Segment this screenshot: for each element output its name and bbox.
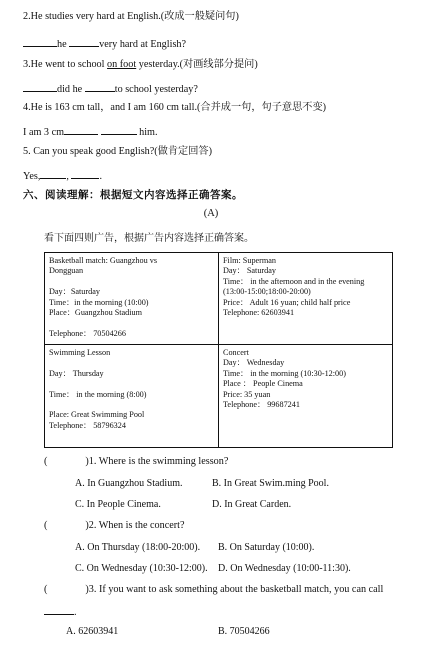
answer-blank[interactable]: [64, 124, 98, 135]
answer-text: him.: [139, 127, 158, 138]
option[interactable]: A. 62603941: [66, 626, 119, 637]
prompt-text: yesterday.(对画线部分提问): [136, 59, 258, 70]
answer-text: Yes,: [23, 171, 41, 182]
option[interactable]: B. On Saturday (10:00).: [218, 542, 315, 553]
question-2: ( )2. When is the concert?: [44, 520, 185, 531]
option[interactable]: A. On Thursday (18:00-20:00).: [75, 542, 201, 553]
exercise-3-prompt: [23, 58, 258, 72]
ad-concert: [219, 345, 393, 448]
answer-text: he: [57, 39, 67, 50]
exercise-2-prompt: 2.He studies very hard at English.(改成一般疑问句): [23, 11, 239, 22]
answer-text: I am 3 cm: [23, 127, 65, 138]
ads-table: [44, 252, 393, 448]
option[interactable]: B. 70504266: [218, 626, 270, 637]
option[interactable]: A. In Guangzhou Stadium.: [75, 478, 183, 489]
underlined-phrase: on foot: [107, 59, 137, 70]
ad-film-text: Film: Superman Day： Saturday Time： in the afternoon and in the evening (13:00-15:00;18:00-20:00) Price： Adult 16 yuan; child half price Telephone: 62603941: [223, 256, 365, 318]
section-title: 六、阅读理解：根据短文内容选择正确答案。: [23, 189, 243, 201]
ad-swimming-text: Swimming Lesson Day： Thursday Time： in the morning (8:00) Place: Great Swimming Pool Telephone： 58796324: [49, 348, 147, 430]
option[interactable]: C. On Wednesday (10:30-12:00).: [75, 563, 208, 574]
option[interactable]: C. In People Cinema.: [75, 499, 161, 510]
option[interactable]: D. On Wednesday (10:00-11:30).: [218, 563, 351, 574]
passage-label: (A): [203, 208, 219, 219]
answer-text: did he: [57, 84, 83, 95]
ad-basketball-text: Basketball match: Guangzhou vs Dongguan Day：Saturday Time：in the morning (10:00) Place：Guangzhou Stadium Telephone： 70504266: [49, 256, 158, 338]
ad-basketball: [45, 253, 219, 345]
answer-text: .: [99, 171, 103, 182]
question-1: ( )1. Where is the swimming lesson?: [44, 456, 229, 467]
ad-film: [219, 253, 393, 345]
answer-blank[interactable]: [101, 124, 137, 135]
exercise-2-answer: [23, 36, 186, 52]
question-stem: )2. When is the concert?: [85, 520, 185, 531]
question-3: ( )3. If you want to ask something about the basketball match, you can call: [44, 584, 384, 595]
continuation-text: .: [74, 607, 77, 618]
exercise-5-answer: [23, 168, 102, 184]
exercise-5-prompt: 5. Can you speak good English?(做肯定回答): [23, 146, 213, 157]
question-stem: )1. Where is the swimming lesson?: [85, 456, 229, 467]
answer-text: to school yesterday?: [114, 84, 198, 95]
option[interactable]: B. In Great Swim.ming Pool.: [212, 478, 329, 489]
answer-blank[interactable]: [71, 168, 99, 179]
exercise-4-answer: [23, 124, 158, 140]
answer-text: very hard at English?: [99, 39, 187, 50]
exercise-4-prompt: 4.He is 163 cm tall，and I am 160 cm tall.(合并成一句，句子意思不变): [23, 102, 327, 113]
answer-blank[interactable]: [23, 81, 57, 92]
question-stem: )3. If you want to ask something about the basketball match, you can call: [85, 584, 384, 595]
answer-text: ,: [66, 171, 69, 182]
answer-blank[interactable]: [69, 36, 99, 47]
answer-blank[interactable]: [40, 168, 66, 179]
ad-concert-text: Concert Day： Wednesday Time： in the morning (10:30-12:00) Place ： People Cinema Price: 35 yuan Telephone： 99687241: [223, 348, 346, 410]
question-3-continuation: [44, 604, 77, 620]
answer-blank[interactable]: [23, 36, 57, 47]
instruction: 看下面四则广告，根据广告内容选择正确答案。: [44, 233, 254, 244]
prompt-text: 3.He went to school: [23, 59, 108, 70]
option[interactable]: D. In Great Carden.: [212, 499, 292, 510]
exercise-3-answer: [23, 81, 198, 97]
ad-swimming: [45, 345, 219, 448]
answer-blank[interactable]: [44, 604, 74, 615]
answer-blank[interactable]: [85, 81, 115, 92]
